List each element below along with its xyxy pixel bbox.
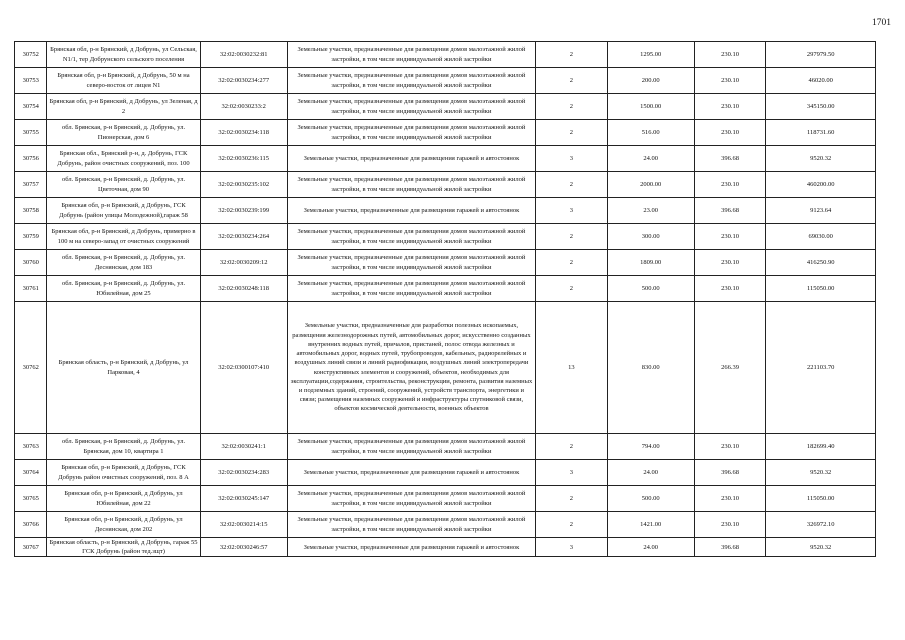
address-cell: Брянская обл, р-н Брянский, д Добрунь, примерно в 100 м на северо-запад от очистных сооружений xyxy=(47,224,200,250)
address-cell: Брянская обл, р-н Брянский, д Добрунь, ул Сельская, N1/1, тер Добрунского сельского поселения xyxy=(47,42,200,68)
row-number-cell: 30763 xyxy=(15,434,47,460)
cadastral-number-cell: 32:02:0030234:264 xyxy=(200,224,287,250)
row-number-cell: 30757 xyxy=(15,172,47,198)
land-use-cell: Земельные участки, предназначенные для размещения домов малоэтажной жилой застройки, в том числе индивидуальной жилой застройки xyxy=(287,68,535,94)
row-number-cell: 30758 xyxy=(15,198,47,224)
cadastral-value-cell: 9123.64 xyxy=(766,198,876,224)
address-cell: Брянская обл, р-н Брянский, д Добрунь, ул Зеленая, д 2 xyxy=(47,94,200,120)
group-cell: 3 xyxy=(536,460,608,486)
cadastral-value-cell: 9520.32 xyxy=(766,538,876,557)
rate-cell: 230.10 xyxy=(694,42,766,68)
cadastral-value-cell: 345150.00 xyxy=(766,94,876,120)
address-cell: Брянская обл, р-н Брянский, д Добрунь, ул Юбилейная, дом 22 xyxy=(47,486,200,512)
table-row xyxy=(15,172,876,198)
land-use-cell: Земельные участки, предназначенные для размещения домов малоэтажной жилой застройки, в том числе индивидуальной жилой застройки xyxy=(287,94,535,120)
address-cell: обл. Брянская, р-н Брянский, д. Добрунь, ул. Брянская, дом 10, квартира 1 xyxy=(47,434,200,460)
cadastral-number-cell: 32:02:0030245:147 xyxy=(200,486,287,512)
row-number-cell: 30764 xyxy=(15,460,47,486)
page-number: 1701 xyxy=(872,18,891,28)
row-number-cell: 30756 xyxy=(15,146,47,172)
cadastral-number-cell: 32:02:0030209:12 xyxy=(200,250,287,276)
table-row xyxy=(15,198,876,224)
group-cell: 2 xyxy=(536,94,608,120)
cadastral-value-cell: 460200.00 xyxy=(766,172,876,198)
land-use-cell: Земельные участки, предназначенные для размещения домов малоэтажной жилой застройки, в том числе индивидуальной жилой застройки xyxy=(287,172,535,198)
land-use-cell: Земельные участки, предназначенные для размещения гаражей и автостоянок xyxy=(287,460,535,486)
cadastral-value-cell: 221103.70 xyxy=(766,302,876,434)
address-cell: Брянская обл, р-н Брянский, д Добрунь, 50 м на северо-восток от лицея N1 xyxy=(47,68,200,94)
land-use-cell: Земельные участки, предназначенные для размещения домов малоэтажной жилой застройки, в том числе индивидуальной жилой застройки xyxy=(287,250,535,276)
cadastral-value-cell: 115050.00 xyxy=(766,486,876,512)
land-use-cell: Земельные участки, предназначенные для размещения домов малоэтажной жилой застройки, в том числе индивидуальной жилой застройки xyxy=(287,434,535,460)
rate-cell: 396.68 xyxy=(694,460,766,486)
address-cell: обл. Брянская, р-н Брянский, д. Добрунь, ул. Юбилейная, дом 25 xyxy=(47,276,200,302)
area-cell: 500.00 xyxy=(607,276,694,302)
group-cell: 2 xyxy=(536,250,608,276)
row-number-cell: 30752 xyxy=(15,42,47,68)
rate-cell: 230.10 xyxy=(694,120,766,146)
address-cell: Брянская обл, р-н Брянский, д Добрунь, ГСК Добрунь район очистных сооружений, поз. 8 А xyxy=(47,460,200,486)
cadastral-value-cell: 326972.10 xyxy=(766,512,876,538)
table-row xyxy=(15,276,876,302)
area-cell: 23.00 xyxy=(607,198,694,224)
table-row xyxy=(15,94,876,120)
land-use-cell: Земельные участки, предназначенные для размещения гаражей и автостоянок xyxy=(287,538,535,557)
cadastral-number-cell: 32:02:0300107:410 xyxy=(200,302,287,434)
cadastral-value-cell: 9520.32 xyxy=(766,460,876,486)
row-number-cell: 30766 xyxy=(15,512,47,538)
rate-cell: 230.10 xyxy=(694,276,766,302)
cadastral-value-cell: 46020.00 xyxy=(766,68,876,94)
address-cell: Брянская область, р-н Брянский, д Добрунь, гараж 55 ГСК Добрунь (район тед.зщт) xyxy=(47,538,200,557)
row-number-cell: 30753 xyxy=(15,68,47,94)
area-cell: 1809.00 xyxy=(607,250,694,276)
rate-cell: 230.10 xyxy=(694,250,766,276)
rate-cell: 230.10 xyxy=(694,224,766,250)
row-number-cell: 30759 xyxy=(15,224,47,250)
address-cell: Брянская обл., Брянский р-н, д. Добрунь, ГСК Добрунь, район очистных сооружений, поз. 100 xyxy=(47,146,200,172)
address-cell: обл. Брянская, р-н Брянский, д. Добрунь, ул. Деснянская, дом 183 xyxy=(47,250,200,276)
table-body xyxy=(15,42,876,557)
group-cell: 3 xyxy=(536,538,608,557)
cadastral-number-cell: 32:02:0030232:81 xyxy=(200,42,287,68)
cadastral-value-cell: 115050.00 xyxy=(766,276,876,302)
address-cell: обл. Брянская, р-н Брянский, д. Добрунь, ул. Пионерская, дом 6 xyxy=(47,120,200,146)
address-cell: Брянская обл, р-н Брянский, д Добрунь, ГСК Добрунь (район улицы Молодежной),гараж 58 xyxy=(47,198,200,224)
area-cell: 500.00 xyxy=(607,486,694,512)
cadastral-number-cell: 32:02:0030234:118 xyxy=(200,120,287,146)
rate-cell: 396.68 xyxy=(694,198,766,224)
rate-cell: 230.10 xyxy=(694,486,766,512)
address-cell: обл. Брянская, р-н Брянский, д. Добрунь, ул. Цветочная, дом 90 xyxy=(47,172,200,198)
group-cell: 2 xyxy=(536,172,608,198)
cadastral-number-cell: 32:02:0030234:283 xyxy=(200,460,287,486)
table-row xyxy=(15,68,876,94)
row-number-cell: 30767 xyxy=(15,538,47,557)
table-row xyxy=(15,538,876,557)
land-use-cell: Земельные участки, предназначенные для размещения домов малоэтажной жилой застройки, в том числе индивидуальной жилой застройки xyxy=(287,276,535,302)
rate-cell: 230.10 xyxy=(694,68,766,94)
row-number-cell: 30755 xyxy=(15,120,47,146)
rate-cell: 230.10 xyxy=(694,434,766,460)
area-cell: 516.00 xyxy=(607,120,694,146)
cadastral-value-cell: 9520.32 xyxy=(766,146,876,172)
rate-cell: 230.10 xyxy=(694,512,766,538)
address-cell: Брянская область, р-н Брянский, д Добрунь, ул Парковая, 4 xyxy=(47,302,200,434)
group-cell: 3 xyxy=(536,146,608,172)
cadastral-number-cell: 32:02:0030241:1 xyxy=(200,434,287,460)
cadastral-number-cell: 32:02:0030234:277 xyxy=(200,68,287,94)
group-cell: 3 xyxy=(536,198,608,224)
area-cell: 1500.00 xyxy=(607,94,694,120)
cadastral-value-cell: 118731.60 xyxy=(766,120,876,146)
cadastral-number-cell: 32:02:0030236:115 xyxy=(200,146,287,172)
cadastral-number-cell: 32:02:0030239:199 xyxy=(200,198,287,224)
area-cell: 24.00 xyxy=(607,146,694,172)
table-row xyxy=(15,512,876,538)
land-use-cell: Земельные участки, предназначенные для размещения гаражей и автостоянок xyxy=(287,198,535,224)
table-row xyxy=(15,146,876,172)
cadastral-value-cell: 69030.00 xyxy=(766,224,876,250)
area-cell: 794.00 xyxy=(607,434,694,460)
cadastral-number-cell: 32:02:0030248:118 xyxy=(200,276,287,302)
rate-cell: 396.68 xyxy=(694,538,766,557)
row-number-cell: 30762 xyxy=(15,302,47,434)
area-cell: 24.00 xyxy=(607,538,694,557)
group-cell: 2 xyxy=(536,68,608,94)
land-use-cell: Земельные участки, предназначенные для размещения домов малоэтажной жилой застройки, в том числе индивидуальной жилой застройки xyxy=(287,486,535,512)
table-row xyxy=(15,434,876,460)
cadastral-value-cell: 297979.50 xyxy=(766,42,876,68)
cadastral-value-cell: 182699.40 xyxy=(766,434,876,460)
area-cell: 1421.00 xyxy=(607,512,694,538)
group-cell: 2 xyxy=(536,486,608,512)
land-use-cell: Земельные участки, предназначенные для размещения домов малоэтажной жилой застройки, в том числе индивидуальной жилой застройки xyxy=(287,224,535,250)
area-cell: 1295.00 xyxy=(607,42,694,68)
cadastral-number-cell: 32:02:0030235:102 xyxy=(200,172,287,198)
cadastral-value-table xyxy=(14,41,876,557)
group-cell: 2 xyxy=(536,276,608,302)
table-row xyxy=(15,250,876,276)
land-use-cell: Земельные участки, предназначенные для размещения домов малоэтажной жилой застройки, в том числе индивидуальной жилой застройки xyxy=(287,42,535,68)
table-row xyxy=(15,224,876,250)
group-cell: 2 xyxy=(536,434,608,460)
row-number-cell: 30754 xyxy=(15,94,47,120)
land-use-cell: Земельные участки, предназначенные для размещения домов малоэтажной жилой застройки, в том числе индивидуальной жилой застройки xyxy=(287,120,535,146)
address-cell: Брянская обл, р-н Брянский, д Добрунь, ул Деснянская, дом 202 xyxy=(47,512,200,538)
area-cell: 24.00 xyxy=(607,460,694,486)
cadastral-number-cell: 32:02:0030233:2 xyxy=(200,94,287,120)
rate-cell: 396.68 xyxy=(694,146,766,172)
group-cell: 2 xyxy=(536,120,608,146)
area-cell: 200.00 xyxy=(607,68,694,94)
area-cell: 300.00 xyxy=(607,224,694,250)
cadastral-value-cell: 416250.90 xyxy=(766,250,876,276)
cadastral-number-cell: 32:02:0030214:15 xyxy=(200,512,287,538)
row-number-cell: 30761 xyxy=(15,276,47,302)
cadastral-number-cell: 32:02:0030246:57 xyxy=(200,538,287,557)
table-row xyxy=(15,460,876,486)
row-number-cell: 30765 xyxy=(15,486,47,512)
table-row xyxy=(15,120,876,146)
area-cell: 830.00 xyxy=(607,302,694,434)
land-use-cell: Земельные участки, предназначенные для размещения домов малоэтажной жилой застройки, в том числе индивидуальной жилой застройки xyxy=(287,512,535,538)
rate-cell: 230.10 xyxy=(694,172,766,198)
group-cell: 13 xyxy=(536,302,608,434)
rate-cell: 266.39 xyxy=(694,302,766,434)
land-use-cell: Земельные участки, предназначенные для разработки полезных ископаемых, размещения железнодорожных путей, автомобильных дорог, искусственно созданных внутренних водных путей, причалов, пристаней, полос отвода железных и автомобильных дорог, водных путей, трубопроводов, кабельных, радиорелейных и воздушных линий связи и линий радиофикации, воздушных линий электропередачи конструктивных элементов и сооружений, объектов, необходимых для эксплуатации,содержания, строительства, реконструкции, ремонта, развития наземных и подземных зданий, строений, сооружений, устройств транспорта, энергетики и связи; размещения наземных сооружений и инфраструктуры спутниковой связи, объектов космической деятельности, военных объектов xyxy=(287,302,535,434)
row-number-cell: 30760 xyxy=(15,250,47,276)
table-row xyxy=(15,42,876,68)
group-cell: 2 xyxy=(536,224,608,250)
table-row xyxy=(15,302,876,434)
area-cell: 2000.00 xyxy=(607,172,694,198)
land-use-cell: Земельные участки, предназначенные для размещения гаражей и автостоянок xyxy=(287,146,535,172)
table-row xyxy=(15,486,876,512)
group-cell: 2 xyxy=(536,42,608,68)
group-cell: 2 xyxy=(536,512,608,538)
rate-cell: 230.10 xyxy=(694,94,766,120)
